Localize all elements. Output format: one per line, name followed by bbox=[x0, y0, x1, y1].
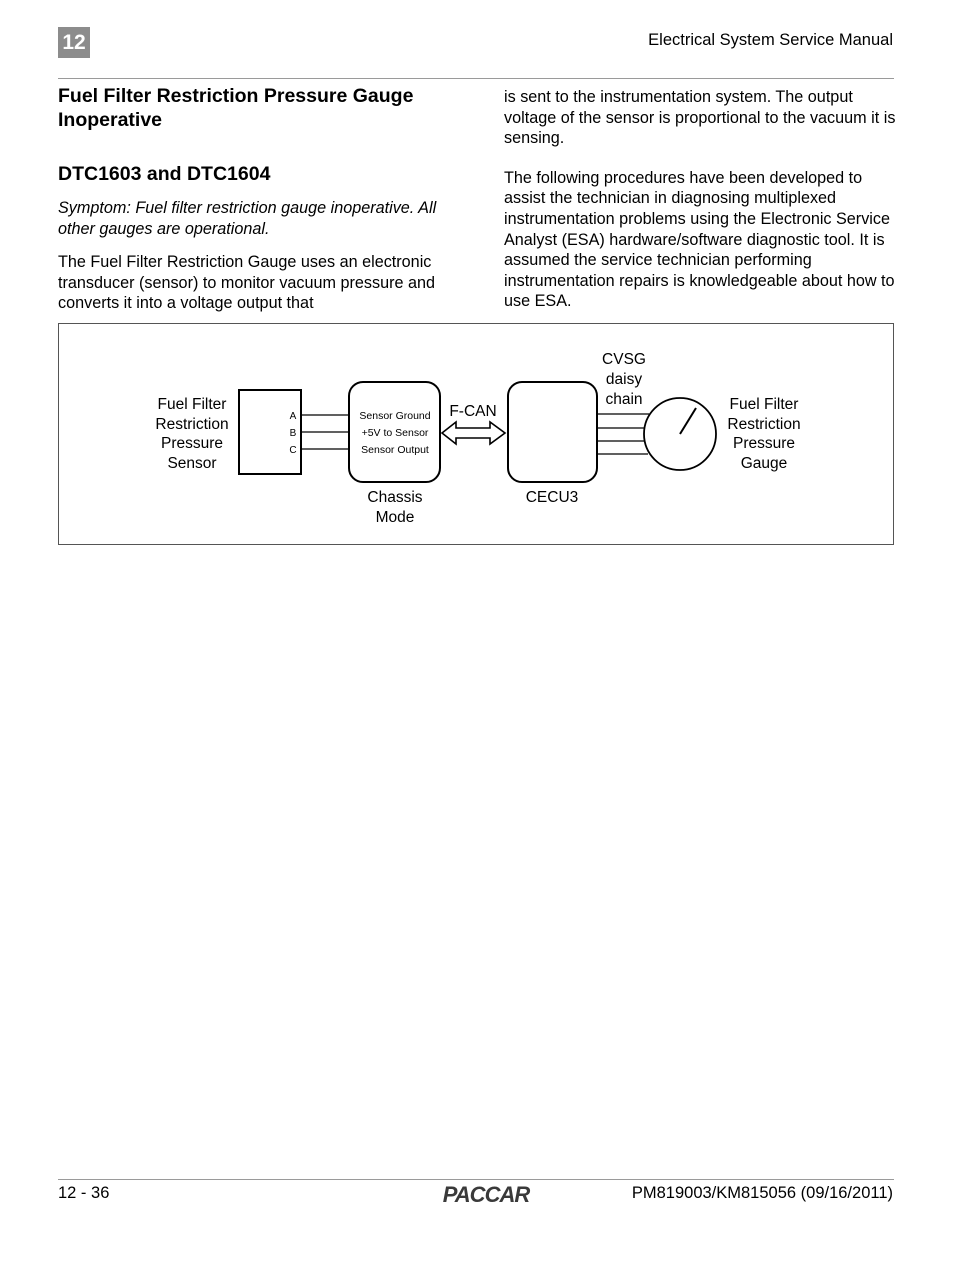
sensor-wires bbox=[301, 415, 349, 449]
dtc-heading: DTC1603 and DTC1604 bbox=[58, 163, 271, 185]
diagram-canvas bbox=[59, 324, 893, 544]
wiring-block-diagram bbox=[58, 323, 894, 545]
manual-title: Electrical System Service Manual bbox=[648, 31, 893, 49]
daisy-label-line: CVSG bbox=[602, 351, 646, 368]
paccar-logo bbox=[433, 1182, 539, 1206]
page-number: 12 - 36 bbox=[58, 1184, 110, 1202]
cecu3-label: CECU3 bbox=[525, 489, 579, 506]
paragraph-2: The following procedures have been developed to assist the technician in diagnosing multiplexed instrumentation problems using the Electronic Service Analyst (ESA) hardware/software diagnostic tool. It is assumed the service technician performing instrumentation repairs is knowledgeable about how to use ESA. bbox=[504, 168, 895, 311]
paragraph-1-part-1: The Fuel Filter Restriction Gauge uses an electronic transducer (sensor) to monitor vacuum pressure and converts it into a voltage output that bbox=[58, 253, 435, 313]
daisy-label-line: daisy bbox=[605, 371, 643, 388]
fcan-bus-arrow bbox=[442, 422, 505, 444]
pin-label-b: B bbox=[289, 428, 297, 439]
document-id: PM819003/KM815056 (09/16/2011) bbox=[631, 1184, 893, 1202]
sensor-label-line: Pressure bbox=[160, 435, 224, 452]
footer-divider bbox=[58, 1179, 894, 1180]
pin-labels bbox=[289, 411, 296, 456]
signal-label: +5V to Sensor bbox=[361, 427, 429, 439]
gauge-label-line: Pressure bbox=[732, 435, 796, 452]
gauge-label bbox=[727, 396, 800, 472]
chassis-label-line: Mode bbox=[375, 509, 415, 526]
sensor-label-line: Fuel Filter bbox=[157, 396, 227, 413]
signal-label: Sensor Ground bbox=[359, 410, 431, 422]
chapter-number-badge: 12 bbox=[58, 27, 90, 58]
daisy-chain-label bbox=[602, 351, 646, 408]
right-column bbox=[504, 87, 896, 312]
gauge-label-line: Gauge bbox=[740, 455, 788, 472]
left-column bbox=[58, 84, 458, 314]
sensor-label-line: Sensor bbox=[167, 455, 217, 472]
chassis-label bbox=[367, 489, 422, 526]
pin-label-a: A bbox=[289, 411, 297, 422]
paragraph-1-part-2: is sent to the instrumentation system. The output voltage of the sensor is proportional to the vacuum it is sensing. bbox=[504, 88, 896, 148]
paccar-logo-text: PACCAR bbox=[442, 1182, 530, 1206]
signal-label: Sensor Output bbox=[361, 444, 429, 456]
fcan-label: F-CAN bbox=[449, 403, 497, 420]
gauge-label-line: Restriction bbox=[727, 416, 801, 433]
cecu3-box bbox=[508, 382, 597, 482]
pin-label-c: C bbox=[289, 445, 297, 456]
gauge-label-line: Fuel Filter bbox=[729, 396, 799, 413]
symptom-text: Symptom: Fuel filter restriction gauge inoperative. All other gauges are operational. bbox=[58, 199, 437, 238]
gauge-wires bbox=[597, 414, 649, 454]
section-title: Fuel Filter Restriction Pressure Gauge Inoperative bbox=[58, 85, 414, 131]
chassis-label-line: Chassis bbox=[367, 489, 423, 506]
sensor-label bbox=[155, 396, 228, 472]
daisy-label-line: chain bbox=[605, 391, 643, 408]
header-divider bbox=[58, 78, 894, 79]
signal-labels bbox=[359, 410, 430, 456]
sensor-label-line: Restriction bbox=[155, 416, 229, 433]
